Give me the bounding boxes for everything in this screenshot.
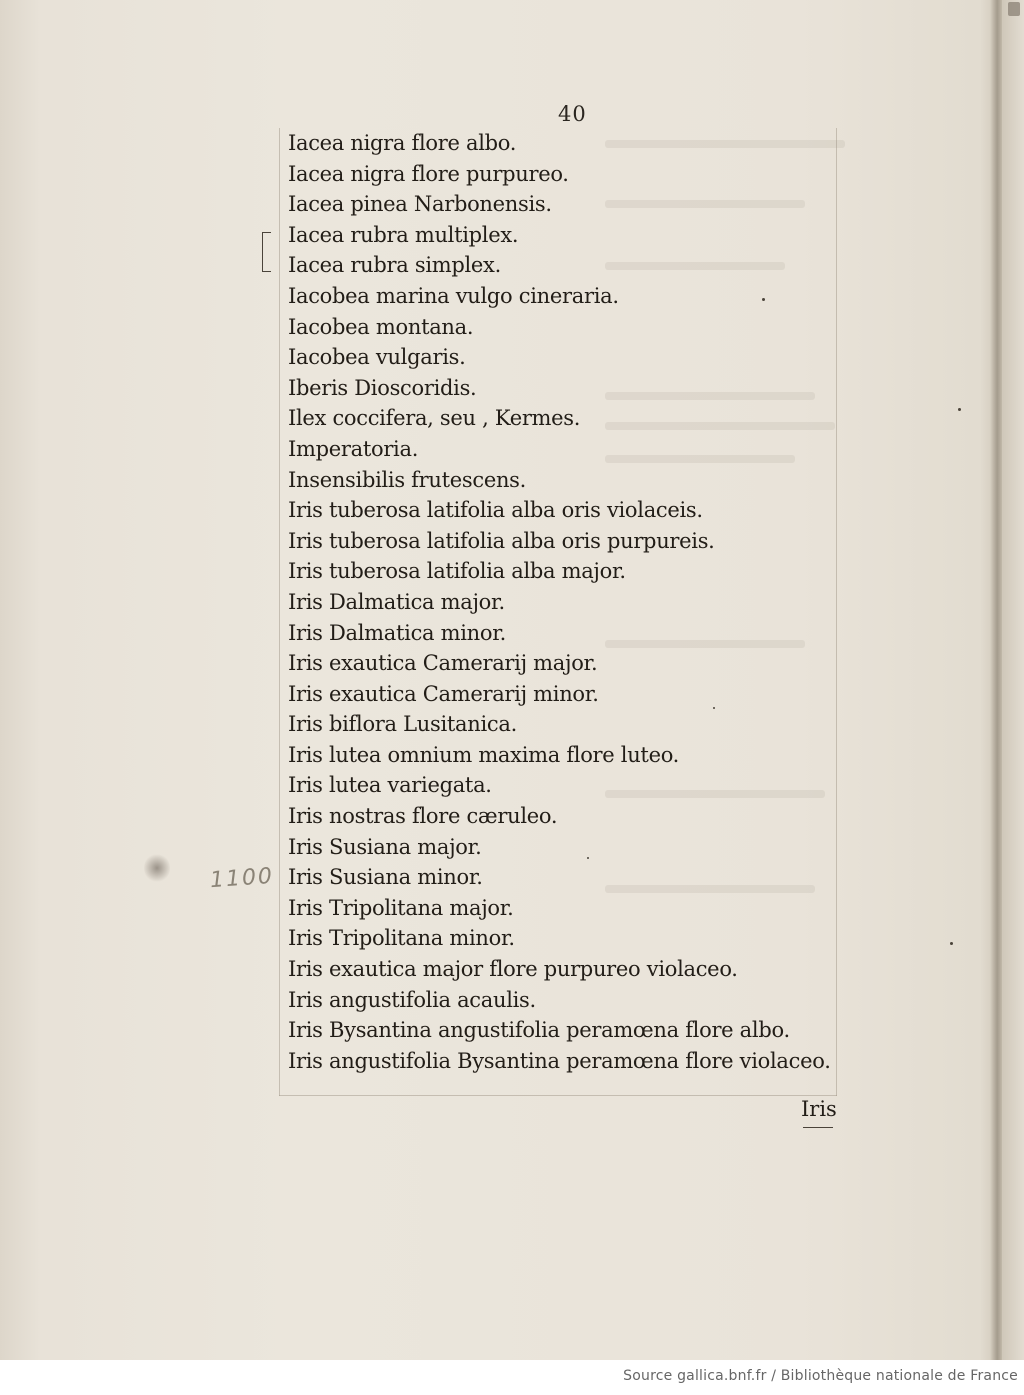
plant-name-entry: Insensibilis frutescens.: [288, 467, 527, 492]
plant-name-entry: Iberis Dioscoridis.: [288, 375, 477, 400]
page-number: 40: [558, 102, 587, 126]
plant-name-entry: Iris angustifolia acaulis.: [288, 987, 536, 1012]
catchword-underline: [803, 1127, 833, 1128]
ink-speck: [958, 408, 961, 411]
plant-name-entry: Iris exautica Camerarij major.: [288, 651, 598, 676]
ink-speck: [950, 942, 953, 945]
plant-name-entry: Iacea rubra multiplex.: [288, 222, 519, 247]
plant-name-entry: Iris Dalmatica minor.: [288, 620, 507, 645]
plant-name-entry: Iris lutea variegata.: [288, 773, 492, 798]
frame-rule-bottom: [279, 1095, 837, 1096]
facing-page-edge: [1002, 0, 1024, 1360]
plant-name-entry: Iacea pinea Narbonensis.: [288, 192, 552, 217]
plant-name-list: [288, 128, 848, 1076]
plant-name-entry: Ilex coccifera, seu , Kermes.: [288, 406, 581, 431]
ink-smudge: [144, 853, 170, 883]
corner-mark: [1008, 2, 1020, 16]
plant-name-entry: Iacea nigra flore albo.: [288, 131, 517, 155]
plant-name-entry: Iris nostras flore cæruleo.: [288, 804, 558, 829]
plant-name-entry: Iris tuberosa latifolia alba major.: [288, 559, 626, 584]
plant-name-entry: Iris Dalmatica major.: [288, 589, 505, 614]
plant-name-entry: Imperatoria.: [288, 436, 419, 461]
margin-bracket: [262, 232, 271, 272]
margin-note: 1100: [209, 863, 275, 894]
plant-name-entry: Iris exautica Camerarij minor.: [288, 681, 599, 706]
plant-name-entry: Iris Tripolitana major.: [288, 895, 514, 920]
plant-name-entry: Iris tuberosa latifolia alba oris violaceis.: [288, 498, 703, 523]
book-gutter: [990, 0, 1002, 1360]
frame-rule-left: [279, 128, 280, 1096]
plant-name-entry: Iris angustifolia Bysantina peramœna flore violaceo.: [288, 1048, 831, 1073]
plant-name-entry: Iris Susiana minor.: [288, 865, 483, 890]
plant-name-entry: Iacea nigra flore purpureo.: [288, 161, 569, 186]
plant-name-entry: Iris lutea omnium maxima flore luteo.: [288, 742, 680, 767]
plant-name-entry: Iris Susiana major.: [288, 834, 482, 859]
plant-name-entry: Iris tuberosa latifolia alba oris purpureis.: [288, 528, 715, 553]
plant-name-entry: Iris Bysantina angustifolia peramœna flore albo.: [288, 1018, 790, 1043]
source-attribution: Source gallica.bnf.fr / Bibliothèque nationale de France: [623, 1368, 1018, 1384]
plant-name-entry: Iacobea marina vulgo cineraria.: [288, 283, 619, 308]
plant-name-entry: Iris biflora Lusitanica.: [288, 712, 517, 737]
plant-name-entry: Iris Tripolitana minor.: [288, 926, 515, 951]
plant-name-entry: Iacobea montana.: [288, 314, 474, 339]
plant-name-entry: Iacobea vulgaris.: [288, 345, 466, 370]
plant-name-entry: Iacea rubra simplex.: [288, 253, 501, 278]
catchword: Iris: [801, 1097, 837, 1121]
plant-name-entry: Iris exautica major flore purpureo violaceo.: [288, 957, 738, 982]
